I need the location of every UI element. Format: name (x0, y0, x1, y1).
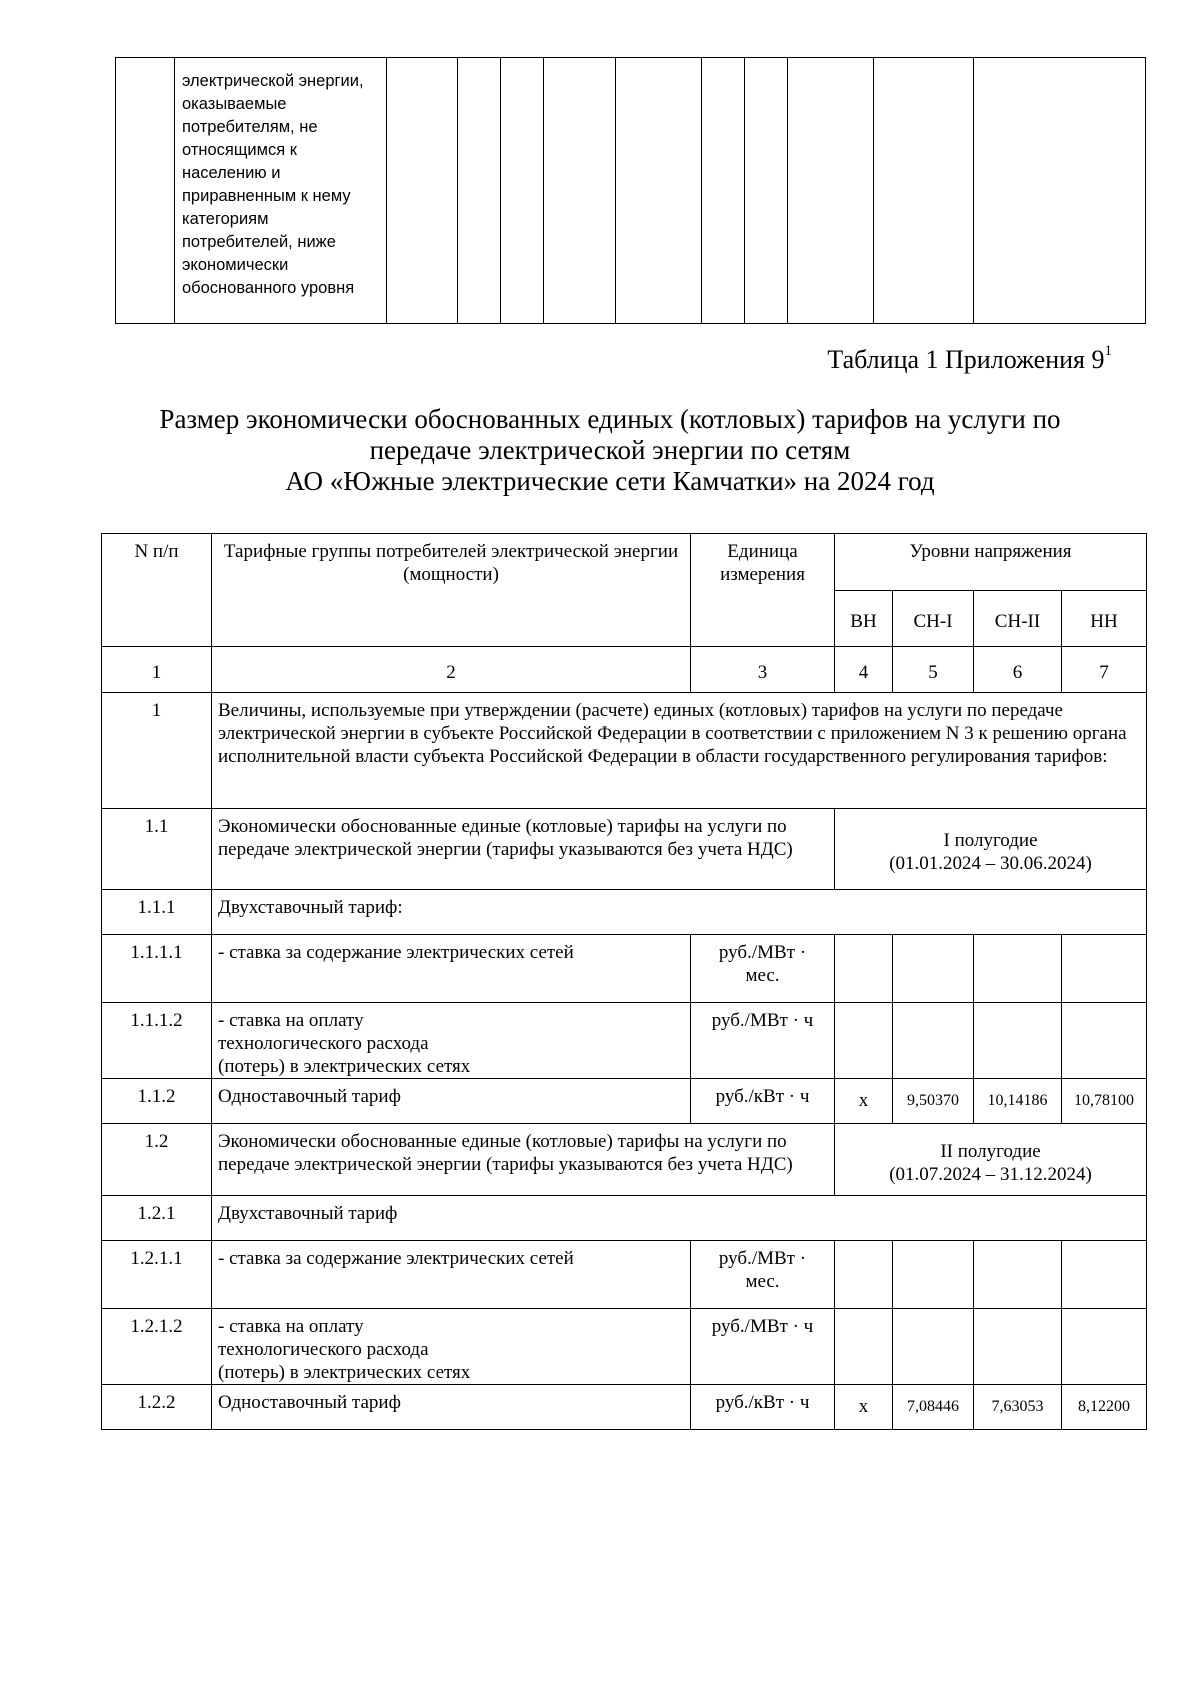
table-row (102, 809, 1147, 890)
table-row (102, 693, 1147, 809)
document-title (80, 404, 1140, 497)
row-unit: руб./кВт · ч (691, 1385, 835, 1430)
row-text: - ставка на оплату технологического расхода (потерь) в электрических сетях (212, 1309, 691, 1385)
value-nn: 10,78100 (1062, 1079, 1147, 1124)
value-sn2: 10,14186 (974, 1079, 1062, 1124)
period-cell (835, 1124, 1147, 1196)
row-unit: руб./кВт · ч (691, 1079, 835, 1124)
row-num: 1.1.1.1 (102, 935, 212, 1003)
table-row (102, 1241, 1147, 1309)
table-row (116, 58, 1146, 324)
table-header-row (102, 534, 1147, 591)
table-caption: Таблица 1 Приложения $9^1$ (827, 343, 1112, 374)
caption-superscript: 1 (1104, 343, 1112, 359)
row-num: 1.1.1.2 (102, 1003, 212, 1079)
column-number: 1 (102, 647, 212, 693)
value-sn1: 7,08446 (893, 1385, 974, 1430)
period-label: II полугодие (940, 1140, 1041, 1162)
table-row (102, 1196, 1147, 1241)
column-number: 6 (974, 647, 1062, 693)
row-text: Экономически обоснованные единые (котловые) тарифы на услуги по передаче электрической энергии (тарифы указываются без учета НДС) (212, 1124, 835, 1196)
table-row (102, 1003, 1147, 1079)
value-sn1: 9,50370 (893, 1079, 974, 1124)
row-text: Экономически обоснованные единые (котловые) тарифы на услуги по передаче электрической энергии (тарифы указываются без учета НДС) (212, 809, 835, 890)
row-unit: руб./МВт · мес. (691, 1241, 835, 1309)
header-nn: НН (1062, 591, 1147, 647)
row-text: Одноставочный тариф (212, 1079, 691, 1124)
title-line-1: Размер экономически обоснованных единых (котловых) тарифов на услуги по (159, 404, 1061, 434)
table-row (102, 1385, 1147, 1430)
row-unit: руб./МВт · ч (691, 1309, 835, 1385)
row-text: - ставка на оплату технологического расхода (потерь) в электрических сетях (212, 1003, 691, 1079)
row-unit: руб./МВт · мес. (691, 935, 835, 1003)
column-number: 3 (691, 647, 835, 693)
value-nn: 8,12200 (1062, 1385, 1147, 1430)
period-cell (835, 809, 1147, 890)
table-row (102, 1309, 1147, 1385)
row-num: 1.2 (102, 1124, 212, 1196)
title-line-2: передаче электрической энергии по сетям (369, 435, 851, 465)
row-num: 1.1.1 (102, 890, 212, 935)
prev-table-text: электрической энергии, оказываемые потребителям, не относящимся к населению и приравненным к нему категориям потребителей, ниже экономически обоснованного уровня (175, 58, 387, 324)
value-sn2: 7,63053 (974, 1385, 1062, 1430)
row-num: 1.2.1 (102, 1196, 212, 1241)
section-text: Величины, используемые при утверждении (расчете) единых (котловых) тарифов на услуги по передаче электрической энергии в субъекте Российской Федерации в соответствии с приложением N 3 к решению органа исполнительной власти субъекта Российской Федерации в области государственного регулирования тарифов: (212, 693, 1147, 809)
value-vn: х (835, 1385, 893, 1430)
row-num: 1.1 (102, 809, 212, 890)
row-text: Двухставочный тариф (212, 1196, 1147, 1241)
header-group: Тарифные группы потребителей электрической энергии (мощности) (212, 534, 691, 647)
previous-table-continuation (115, 57, 1146, 324)
row-num: 1.1.2 (102, 1079, 212, 1124)
period-dates: (01.07.2024 – 31.12.2024) (889, 1163, 1092, 1185)
column-number: 5 (893, 647, 974, 693)
row-text: Двухставочный тариф: (212, 890, 1147, 935)
row-text: - ставка за содержание электрических сетей (212, 935, 691, 1003)
column-number: 7 (1062, 647, 1147, 693)
table-row (102, 935, 1147, 1003)
header-sn1: СН-I (893, 591, 974, 647)
row-num: 1.2.1.2 (102, 1309, 212, 1385)
table-row (102, 890, 1147, 935)
period-label: I полугодие (943, 830, 1038, 851)
header-unit: Единица измерения (691, 534, 835, 647)
column-number: 2 (212, 647, 691, 693)
row-num: 1.2.1.1 (102, 1241, 212, 1309)
header-vn: ВН (835, 591, 893, 647)
header-num: N п/п (102, 534, 212, 647)
table-row (102, 1124, 1147, 1196)
row-num: 1 (102, 693, 212, 809)
header-sn2: СН-II (974, 591, 1062, 647)
row-text: Одноставочный тариф (212, 1385, 691, 1430)
header-voltage-levels: Уровни напряжения (835, 534, 1147, 591)
row-unit: руб./МВт · ч (691, 1003, 835, 1079)
tariff-table (101, 533, 1147, 1430)
period-dates: (01.01.2024 – 30.06.2024) (889, 853, 1092, 874)
row-num: 1.2.2 (102, 1385, 212, 1430)
column-numbers-row (102, 647, 1147, 693)
column-number: 4 (835, 647, 893, 693)
table-row (102, 1079, 1147, 1124)
title-line-3: АО «Южные электрические сети Камчатки» на 2024 год (285, 466, 935, 496)
row-text: - ставка за содержание электрических сетей (212, 1241, 691, 1309)
value-vn: х (835, 1079, 893, 1124)
